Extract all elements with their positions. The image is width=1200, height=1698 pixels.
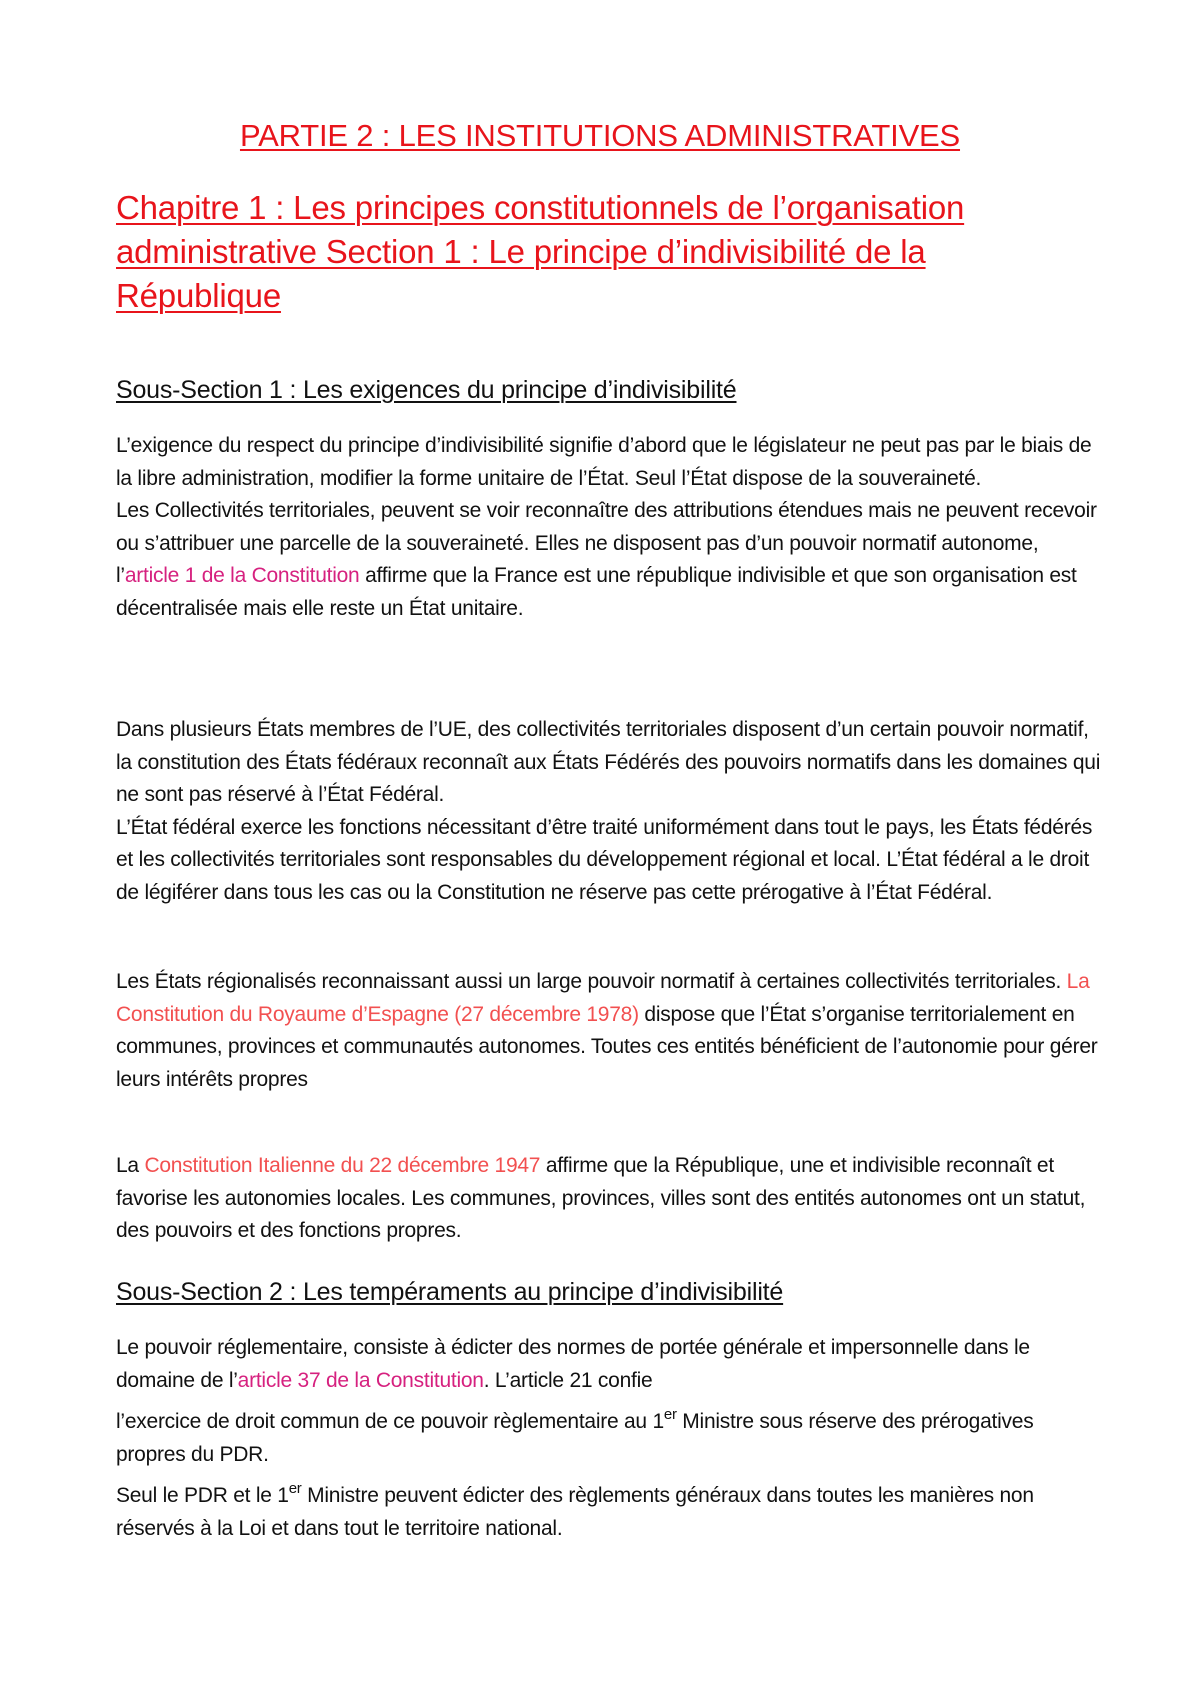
paragraph-text: Dans plusieurs États membres de l’UE, des collectivités territoriales disposent d’un certain pouvoir normatif, la constitution des États fédéraux reconnaît aux États Fédérés des pouvoirs normatifs dans les domaines qui ne sont pas réservé à l’État Fédéral. [116, 718, 1101, 807]
paragraph [116, 1332, 1106, 1397]
subsection-1-title: Sous-Section 1 : Les exigences du principe d’indivisibilité [116, 376, 737, 404]
paragraph-text: La [116, 1154, 145, 1177]
paragraph-text: L’État fédéral exerce les fonctions nécessitant d’être traité uniformément dans tout le pays, les États fédérés et les collectivités territoriales sont responsables du développement régional et local. L’État fédéral a le droit de légiférer dans tous les cas ou la Constitution ne réserve pas cette prérogative à l’État Fédéral. [116, 815, 1093, 904]
subsection-1-body-d [116, 1150, 1106, 1248]
superscript: er [663, 1406, 677, 1423]
subsection-1-body-c [116, 966, 1106, 1096]
paragraph [116, 430, 1106, 626]
paragraph [116, 1406, 1106, 1471]
paragraph [116, 714, 1106, 910]
constitution-reference-link[interactable]: article 37 de la Constitution [237, 1368, 484, 1392]
superscript: er [288, 1480, 302, 1497]
subsection-2 [116, 1276, 1106, 1308]
paragraph-text: Les Collectivités territoriales, peuvent se voir reconnaître des attributions étendues mais ne peuvent recevoir ou s’attribuer une parcelle de la souveraineté. Elles ne disposent pas d’un pouvoir normatif autonome, l’ [116, 499, 1097, 588]
paragraph-text: l’exercice de droit commun de ce pouvoir règlementaire au 1 [116, 1410, 664, 1433]
subsection-2-body-a [116, 1332, 1106, 1397]
paragraph-text: Les États régionalisés reconnaissant aussi un large pouvoir normatif à certaines collectivités territoriales. [116, 970, 1067, 993]
paragraph [116, 1480, 1106, 1545]
subsection-2-body-c [116, 1480, 1106, 1545]
paragraph [116, 966, 1106, 1096]
subsection-1 [116, 374, 1106, 406]
partie-title: PARTIE 2 : LES INSTITUTIONS ADMINISTRATIVES [239, 118, 961, 153]
constitution-reference-link[interactable]: Constitution Italienne du 22 décembre 1947 [144, 1154, 541, 1177]
paragraph-text: dispose que l’État s’organise territorialement en communes, provinces et communautés autonomes. Toutes ces entités bénéficient de l’autonomie pour gérer leurs intérêts propres [116, 1002, 1098, 1091]
paragraph-text: Le pouvoir réglementaire, consiste à édicter des normes de portée générale et impersonnelle dans le domaine de l’ [116, 1336, 1030, 1392]
constitution-reference-link[interactable]: La Constitution du Royaume d’Espagne (27 décembre 1978) [116, 970, 1090, 1026]
subsection-1-body-b [116, 714, 1106, 910]
subsection-2-body-b [116, 1406, 1106, 1471]
paragraph-text: affirme que la France est une république indivisible et que son organisation est décentralisée mais elle reste un État unitaire. [116, 564, 1077, 620]
constitution-reference-link[interactable]: article 1 de la Constitution [124, 564, 360, 588]
paragraph-text: Ministre sous réserve des prérogatives propres du PDR. [116, 1410, 1034, 1466]
paragraph-text: L’exigence du respect du principe d’indivisibilité signifie d’abord que le législateur ne peut pas par le biais de la libre administration, modifier la forme unitaire de l’État. Seul l’État dispose de la souveraineté. [116, 434, 1092, 490]
subsection-2-title: Sous-Section 2 : Les tempéraments au principe d’indivisibilité [116, 1278, 784, 1306]
paragraph-text: Ministre peuvent édicter des règlements généraux dans toutes les manières non réservés à la Loi et dans tout le territoire national. [116, 1484, 1034, 1540]
subsection-1-body-a [116, 430, 1106, 626]
paragraph-text: . L’article 21 confie [483, 1368, 653, 1392]
paragraph [116, 1150, 1106, 1248]
paragraph-text: affirme que la République, une et indivisible reconnaît et favorise les autonomies locales. Les communes, provinces, villes sont des entités autonomes ont un statut, des pouvoirs et des fonctions propres. [116, 1154, 1086, 1243]
paragraph-text: Seul le PDR et le 1 [116, 1484, 289, 1507]
chapter-title: Chapitre 1 : Les principes constitutionnels de l’organisation administrative Section 1 : Le principe d’indivisibilité de la République [116, 189, 965, 314]
